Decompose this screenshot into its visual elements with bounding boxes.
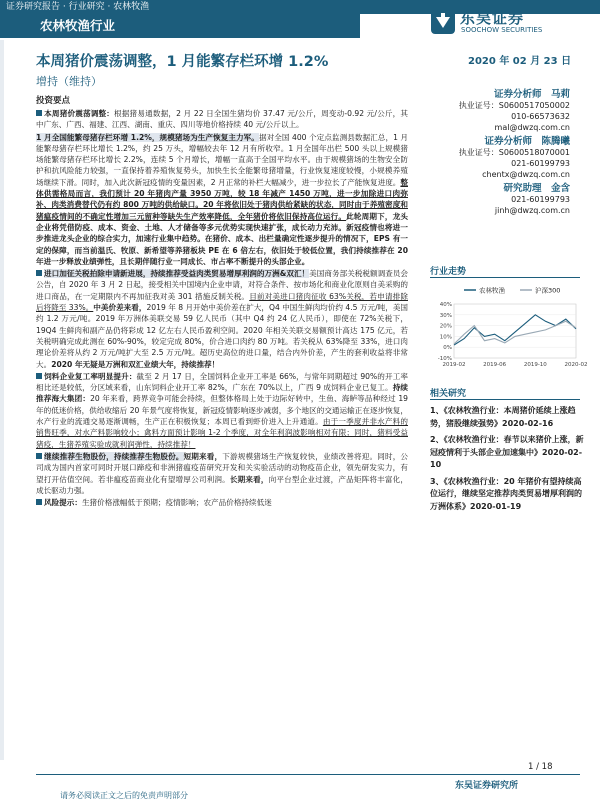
paragraph-text: 美国商务部关税税额调查员会公告，自 2020 年 3 月 2 日起，接受相关中国境内企业申请，对符合条件、按市场化和商业化原则自美采购的进口商品，在一定期限内不再加征我对美 301 措施反制关税。	[36, 269, 409, 301]
y-tick-label: 40%	[439, 302, 452, 308]
analyst-email[interactable]: jinh@dwzq.com.cn	[494, 206, 570, 215]
paragraph-lead: 短期来看，	[183, 451, 223, 461]
paragraph-lead: 继续推荐生物股份，持续推荐生物股份。	[44, 451, 184, 461]
paragraph-lead: 本周猪价震荡调整：	[44, 109, 115, 118]
paragraph-lead: 1 月全国能繁母猪存栏环增 1.2%，规模猪场为生产恢复主力军。	[36, 132, 259, 142]
series-line-industry	[454, 315, 576, 345]
footer-brand: 东吴证券研究所	[455, 781, 519, 791]
logo-text: 东吴证券	[460, 9, 525, 27]
divider	[430, 399, 580, 400]
summary-heading: 投资要点	[36, 96, 71, 106]
paragraph-lead: 风险提示：	[44, 498, 82, 508]
paragraph-text: 据对全国 400 个定点监测县数据汇总，1 月能繁母猪存栏环比增长 1.2%，约 25 万头，增幅较去年 12 月有所收窄。1 月全国年出栏 500 头以上规模猪场能繁母猪存栏环比增长 2.2%，连续 5 个月增长，增幅一直高于全国平均水平。由于规模猪场的生物安全防护和抗风险能力较强，一直保持着养殖恢复势头，加快生长全能繁母猪增量，行业恢复速度较慢，小规模养殖场继续下滑。同时，加入此次新冠疫情的变量因素，2 月正常的补栏大幅减少，进一步拉长了产能恢复进度。	[36, 132, 408, 187]
paragraph-text: 同时，公司成为国内首家可同时开展口蹄疫和非洲猪瘟疫苗研究开发和关实验活动的动物疫苗企业，领先研发实力，有望打开估值空间。若非瘟疫苗商业化有望增厚公司利润。	[36, 451, 409, 484]
report-title: 本周猪价震荡调整，1 月能繁存栏环增 1.2%	[36, 54, 329, 70]
bullet-icon	[36, 499, 42, 505]
analyst-detail: 执业证号：S0600518070001	[458, 148, 570, 157]
related-item[interactable]: 2、《农林牧渔行业：春节以来猪价上涨，新冠疫情利于头部企业加速集中》2020-02-10	[430, 435, 584, 469]
decorative-side-bar	[0, 40, 4, 760]
logo-mark-icon	[430, 9, 456, 35]
page-number: 1 / 18	[528, 762, 553, 772]
paragraph-highlight: 目前对美进口猪肉征收 63%关税，若申请排除后将降至 33%。	[36, 291, 408, 313]
bullet-icon	[36, 453, 42, 459]
analyst-detail: 021-60199793	[511, 159, 570, 168]
paragraph-text: 2020 年无疑是万洲和双汇业绩大年，持续推荐！	[51, 359, 220, 369]
summary-paragraph	[36, 497, 408, 508]
trend-chart	[430, 282, 588, 372]
report-date: 2020 年 02 月 23 日	[468, 56, 572, 67]
related-item[interactable]: 3、《农林牧渔行业：20 年猪价有望持续高位运行，继续坚定推荐肉类贸易增厚利润的万洲体系》2020-01-19	[430, 476, 582, 511]
summary-paragraph	[36, 108, 408, 131]
related-label: 相关研究	[430, 389, 467, 399]
paragraph-lead: 长期来看，	[229, 474, 269, 484]
analyst-title: 证券分析师 陈腾曦	[484, 136, 570, 147]
brand-logo	[430, 7, 600, 39]
paragraph-lead: 持续推荐海大集团：	[36, 383, 408, 404]
paragraph-text: 2019 年 8 月开始中美价差在扩大，Q4 中国生鲜肉均价约 4.5 万元/吨，美国约 1.2 万元/吨。2019 年万洲体美联交易 59 亿人民币（其中 Q4 约 24 亿人民币），即使在 72%关税下，19Q4 生鲜肉和副产品仍将彩成 12 亿左右人民币盈利空间。2020 年相关关联交易额预计高达 175 亿元，若关税明确完成此测在 60%-90%，较定完成 80%，价合进口肉约 80 万吨。若关税从 63%降至 33%，进口肉理论价差将从约 2 万元/吨扩大至 2.5 万元/吨。超历史高位的进口量，结合内外价差，产生的套利收益将非常大。	[36, 303, 409, 369]
paragraph-text: 下游规模猪场生产恢复较快，业绩改善将迎。	[222, 451, 378, 461]
paragraph-highlight: 整体供需格局而言，我们预计 20 年猪肉产量 3950 万吨，较 18 年减产 1450 万吨，进一步加除进口肉弥补、肉类消费替代仍有约 800 万吨的供给缺口。20 年将依旧处于猪肉供给紧缺的状态，同时由于养殖密度和猪瘟疫情间的不确定性增加三元留种等缺失生产效率降低，全年猪价将依旧保持高位运行。	[36, 177, 408, 221]
paragraph-text: 根据猪易通数据，2 月 22 日全国生猪均价 37.47 元/公斤，周变动-0.92 元/公斤，其中广东、广西、福建、江西、湖南、重庆、四川等地价格持续 40 元/公斤以上。	[36, 109, 409, 130]
paragraph-lead: 中美价差来看，	[93, 303, 147, 313]
logo-english: SOOCHOW SECURITIES	[461, 26, 543, 34]
analyst-detail: 010-66573632	[511, 112, 570, 121]
analyst-panel	[420, 86, 570, 216]
paragraph-text: 此轮周期下，龙头企业将凭借防疫、成本、资金、土地、人才储备等多元优势实现快速扩张，成长动力充沛。新冠疫情也将进一步推进龙头企业的综合实力，加速行业集中趋势。在猪价、成本、出栏量确定性逐步提升的情况下，EPS 有一定的保障，而当前温氏、牧原、新希望等养猪板块 PE 在 6 倍左右，依旧处于较低位置，我们持续推荐在 20 年进一步释放业绩弹性，且长期伴随行业一同成长、市占率不断提升的头部企业。	[36, 211, 409, 266]
paragraph-text: 向平台型企业过渡，产品矩阵将丰富化，成长驱动力强。	[36, 474, 409, 495]
summary-paragraph	[36, 451, 408, 496]
paragraph-text: 20 年来看，跨界竞争可能会持续，但整体格局上处于边际好转中，生鱼、海鲈等品种经过 19 年的低迷价格，供给收缩后 20 年景气度将恢复，新冠疫情影响逐步减弱，多个地区的交通运输正在逐步恢复，水产行业的流通交易逐渐调畅，生产正在积极恢复；本周已看到虾价进入上升通道。	[36, 394, 409, 427]
analyst-title: 证券分析师 马莉	[493, 89, 570, 100]
y-tick-label: -10%	[437, 356, 452, 362]
rating: 增持（维持）	[36, 75, 102, 88]
breadcrumb: 证券研究报告 · 行业研究 · 农林牧渔	[0, 0, 600, 14]
legend-label: 农林牧渔	[479, 286, 505, 295]
disclaimer-note: 请务必阅读正文之后的免责声明部分	[60, 791, 188, 800]
trend-label: 行业走势	[430, 267, 467, 277]
bullet-icon	[36, 373, 42, 379]
analyst-detail: 执业证号：S0600517050002	[458, 101, 570, 110]
related-item[interactable]: 1、《农林牧渔行业：本周猪价延续上涨趋势，猪股继续强势》2020-02-16	[430, 406, 576, 428]
analyst-email[interactable]: mal@dwzq.com.cn	[494, 123, 570, 132]
y-tick-label: 10%	[439, 334, 452, 341]
paragraph-highlight: 由于一季度并非水产料的销售旺季，对水产料影响较小；禽料方面预计影响 1-2 个季度，对全年利润波影响相对有限；同时，猪料受益猪疫，生猪养殖实验成就利润弹性，持续推荐！	[36, 417, 409, 449]
summary-paragraph	[36, 268, 408, 370]
y-tick-label: 30%	[439, 312, 452, 319]
summary-paragraph	[36, 371, 408, 450]
analyst-email[interactable]: chentx@dwzq.com.cn	[482, 170, 570, 179]
analyst-title: 研究助理 金含	[503, 183, 570, 194]
y-tick-label: 0%	[443, 345, 452, 352]
summary-body	[36, 94, 408, 509]
divider	[36, 774, 580, 775]
plot-frame	[454, 304, 576, 358]
legend-label: 沪深300	[535, 286, 561, 295]
bullet-icon	[36, 110, 42, 116]
industry-band: 农林牧渔行业	[0, 14, 360, 38]
x-tick-label: 2019-10	[523, 362, 547, 368]
paragraph-text: 截至 2 月 17 日，全国饲料企业开工率是 66%，与常年同期超过 90%的开工率相比还是较低，分区域来看，山东饲料企业开工率 82%，广东在 70%以上，广西 9 成饲料企业已复工。	[36, 371, 409, 393]
analyst-detail: 021-60199793	[511, 195, 570, 204]
x-tick-label: 2020-02	[564, 362, 588, 368]
paragraph-lead: 进口加征关税拍除申请新进展，持续推荐受益肉类贸易增厚利润的万洲&双汇！	[44, 269, 310, 279]
divider	[430, 277, 580, 278]
related-list	[430, 405, 585, 517]
summary-paragraph	[36, 132, 408, 268]
bullet-icon	[36, 270, 42, 276]
y-tick-label: 20%	[439, 323, 452, 330]
x-tick-label: 2019-06	[483, 362, 507, 368]
paragraph-lead: 饲料企业复工率明显提升：	[44, 371, 137, 381]
x-tick-label: 2019-02	[442, 362, 466, 368]
paragraph-text: 生猪价格涨幅低于预期；疫情影响；农产品价格持续低迷	[81, 498, 272, 508]
